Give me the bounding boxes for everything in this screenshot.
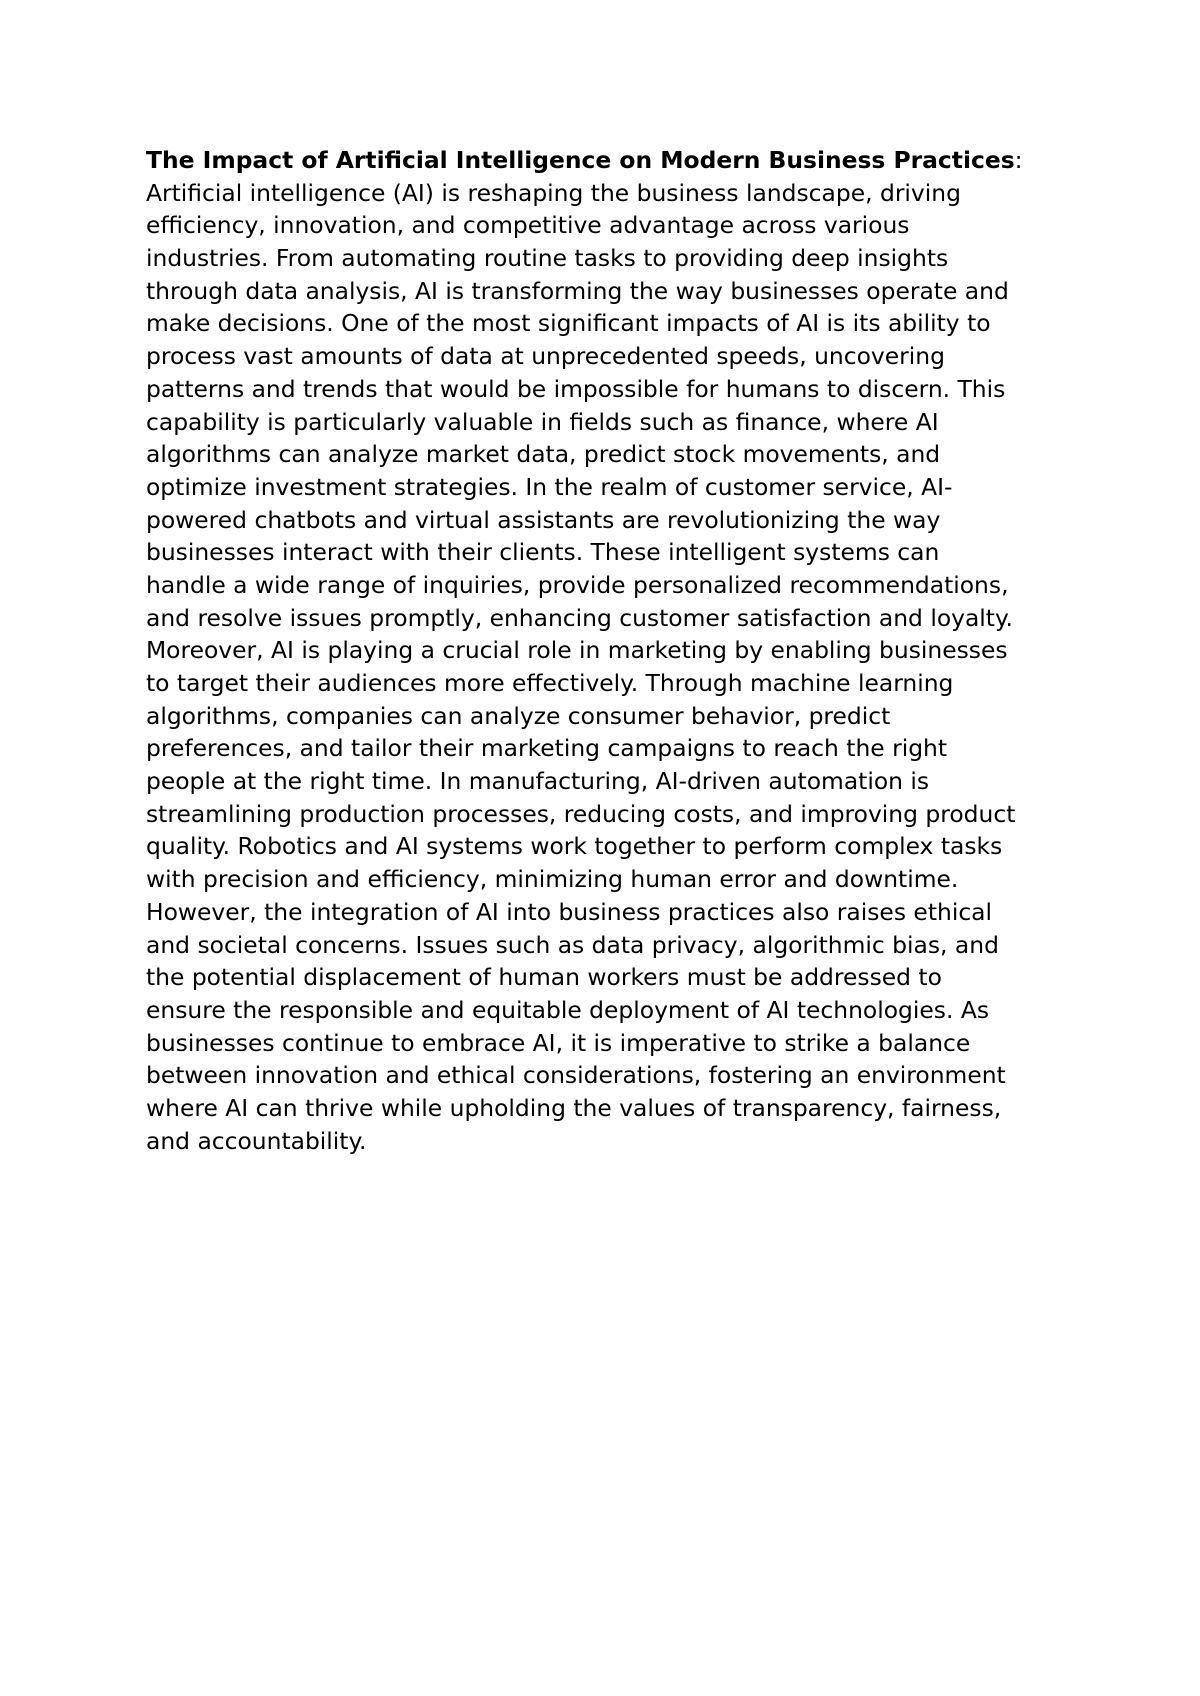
body-line: the potential displacement of human workers must be addressed to: [146, 963, 942, 992]
body-line: Moreover, AI is playing a crucial role in marketing by enabling businesses: [146, 636, 1008, 665]
body-line: where AI can thrive while upholding the values of transparency, fairness,: [146, 1093, 1002, 1122]
body-line: streamlining production processes, reducing costs, and improving product: [146, 799, 1016, 828]
title-line: [146, 144, 1066, 177]
body-line: and societal concerns. Issues such as data privacy, algorithmic bias, and: [146, 930, 999, 959]
body-line: ensure the responsible and equitable deployment of AI technologies. As: [146, 995, 990, 1024]
body-line: people at the right time. In manufacturing, AI-driven automation is: [146, 767, 930, 796]
body-line: process vast amounts of data at unprecedented speeds, uncovering: [146, 342, 945, 371]
body-line: make decisions. One of the most significant impacts of AI is its ability to: [146, 309, 991, 338]
body-line: algorithms, companies can analyze consumer behavior, predict: [146, 701, 891, 730]
body-line: with precision and efficiency, minimizing human error and downtime.: [146, 865, 959, 894]
document-title: The Impact of Artificial Intelligence on Modern Business Practices: [146, 146, 1015, 174]
body-line: industries. From automating routine tasks to providing deep insights: [146, 244, 949, 273]
body-line: through data analysis, AI is transforming the way businesses operate and: [146, 276, 1009, 305]
body-line: businesses continue to embrace AI, it is imperative to strike a balance: [146, 1028, 971, 1057]
body-line: preferences, and tailor their marketing campaigns to reach the right: [146, 734, 948, 763]
body-line: powered chatbots and virtual assistants are revolutionizing the way: [146, 505, 941, 534]
title-colon: :: [1014, 146, 1023, 174]
body-line: quality. Robotics and AI systems work together to perform complex tasks: [146, 832, 1003, 861]
body-line: to target their audiences more effectively. Through machine learning: [146, 669, 954, 697]
body-line: and resolve issues promptly, enhancing customer satisfaction and loyalty.: [146, 603, 1013, 632]
body-line: optimize investment strategies. In the realm of customer service, AI-: [146, 472, 953, 501]
body-line: However, the integration of AI into business practices also raises ethical: [146, 897, 993, 926]
body-line: between innovation and ethical considerations, fostering an environment: [146, 1061, 1006, 1090]
body-line: and accountability.: [146, 1126, 367, 1155]
body-line: efficiency, innovation, and competitive advantage across various: [146, 211, 910, 240]
body-line: algorithms can analyze market data, predict stock movements, and: [146, 440, 941, 469]
body-line: handle a wide range of inquiries, provide personalized recommendations,: [146, 570, 1009, 599]
body-line: businesses interact with their clients. These intelligent systems can: [146, 538, 940, 567]
document-body: [146, 144, 1066, 1157]
body-line: capability is particularly valuable in fields such as finance, where AI: [146, 407, 939, 436]
body-line: patterns and trends that would be impossible for humans to discern. This: [146, 374, 1006, 403]
body-line: Artificial intelligence (AI) is reshaping the business landscape, driving: [146, 178, 961, 207]
